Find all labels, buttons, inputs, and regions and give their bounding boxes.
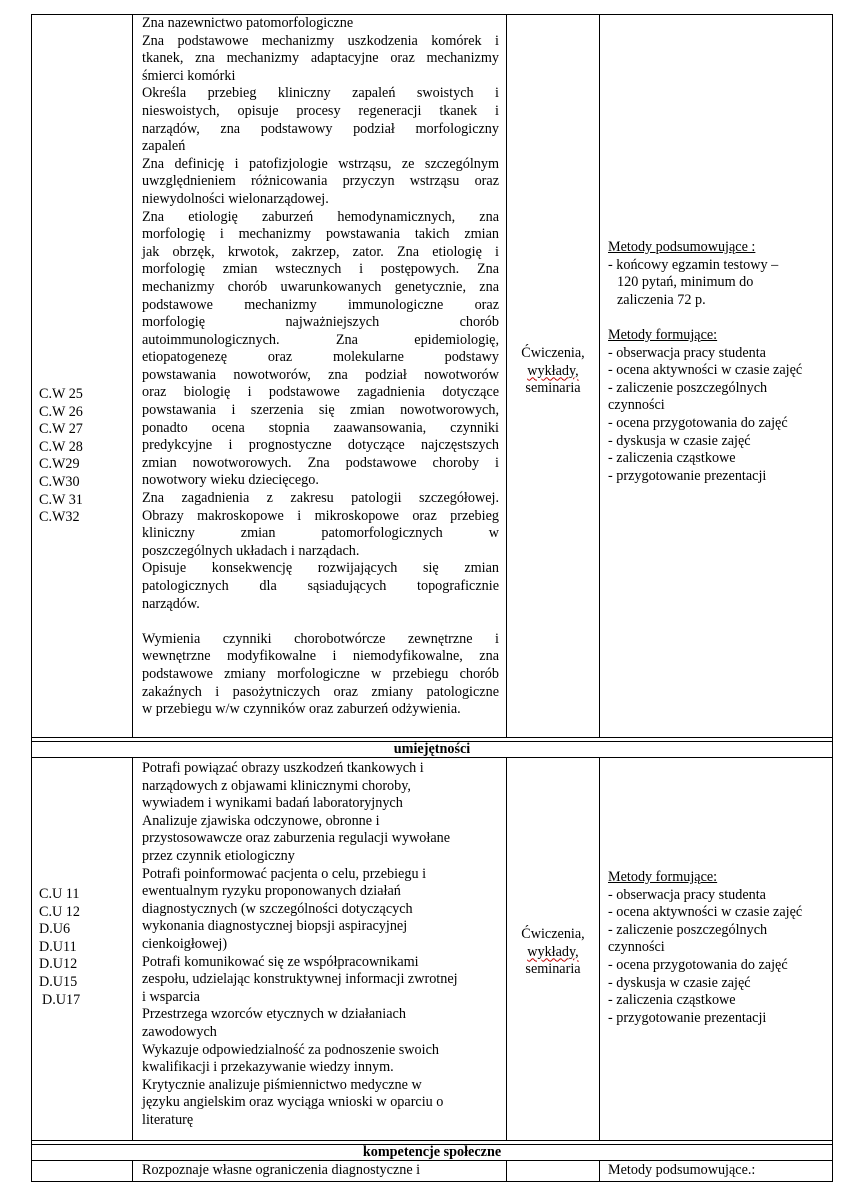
outcome-code: C.W 26 [39,403,83,420]
description-line: etiopatogenezę oraz molekularne podstawy [142,349,499,366]
description-line: uwzględnieniem różnicowania przyczyn wstrząsu oraz [142,173,499,190]
column-divider [599,14,600,737]
table-border-bottom [31,1181,833,1182]
outcome-code: C.W30 [39,473,80,490]
description-line: wewnętrzne modyfikowalne i niemodyfikowalne, zna [142,648,499,665]
forms-cell-skills [509,926,597,979]
summary-methods-heading: Metody podsumowujące.: [608,1162,756,1178]
description-line: mechanizmy chorób uwarunkowanych genetycznie, zna [142,278,499,295]
column-divider [132,757,133,1140]
description-line: literaturę [142,1111,194,1128]
column-divider [506,1160,507,1182]
outcome-code: C.W 27 [39,421,83,438]
column-divider [506,757,507,1140]
formative-method-item: - zaliczenia cząstkowe [608,450,736,467]
description-cell-social [142,1162,504,1180]
formative-method-item: - ocena aktywności w czasie zajęć [608,904,803,921]
methods-cell-knowledge [608,239,830,485]
row-divider [31,737,833,738]
description-line: Krytycznie analizuje piśmiennictwo medyczne w [142,1076,422,1093]
formative-method-item: - zaliczenie poszczególnych [608,379,768,396]
description-line: poszczególnych układach i narządach. [142,542,360,559]
formative-methods-heading: Metody formujące: [608,326,718,343]
description-line: Potrafi komunikować się ze współpracownikami [142,953,419,970]
description-line: w przebiegu w/w czynników oraz zaburzeń odżywienia. [142,701,461,718]
outcome-code: C.W 31 [39,491,83,508]
codes-cell-knowledge [39,386,129,527]
formative-method-item: - ocena aktywności w czasie zajęć [608,362,803,379]
description-line: Zna zagadnienia z zakresu patologii szczegółowej. [142,490,499,507]
description-line: narządów, zna podstawowy podział morfologiczny [142,120,499,137]
forms-cell-knowledge [509,345,597,398]
description-line: kwalifikacji i przekazywanie wiedzy innym. [142,1059,394,1076]
description-line: wykonania diagnostycznej biopsji aspiracyjnej [142,918,408,935]
form-item: seminaria [525,961,581,978]
description-line: nieswoistych, opisuje procesy regeneracji tkanek i [142,102,499,119]
description-line: przystosowawcze oraz zaburzenia regulacji wywołane [142,830,451,847]
description-line: powstawania nowotworów, zna podział nowotworów [142,366,499,383]
description-line: Wykazuje odpowiedzialność za podnoszenie swoich [142,1041,439,1058]
description-line: Przestrzega wzorców etycznych w działaniach [142,1006,406,1023]
description-line: Zna nazewnictwo patomorfologiczne [142,15,354,31]
formative-methods-heading: Metody formujące: [608,869,718,885]
column-divider [132,14,133,737]
form-item: wykłady, [527,943,579,960]
description-line: ewentualnym ryzyku proponowanych działań [142,883,401,900]
formative-method-item: czynności [608,397,665,414]
outcome-code: D.U12 [39,956,78,973]
description-line: narządów. [142,595,200,612]
formative-method-item: - przygotowanie prezentacji [608,467,767,484]
description-line: ponadto ocena stopnia zaawansowania, czynniki [142,419,499,436]
outcome-code: D.U17 [42,991,81,1008]
description-line [142,613,499,631]
description-line: powstawania i szerzenia się zmian nowotworowych, [142,402,499,419]
description-line: predykcyjne i prognostyczne dotyczące najczęstszych [142,437,499,454]
summary-methods-heading: Metody podsumowujące : [608,239,756,255]
section-title-social-competences: kompetencje społeczne [362,1144,502,1160]
formative-method-item: - zaliczenie poszczególnych [608,921,768,938]
description-line: Analizuje zjawiska odczynowe, obronne i [142,812,380,829]
formative-method-item: - obserwacja pracy studenta [608,344,766,361]
description-line: języku angielskim oraz wyciąga wnioski w oparciu o [142,1094,444,1111]
description-line: Opisuje konsekwencję rozwijających się zmian [142,560,499,577]
description-line: autoimmunologicznych. Zna epidemiologię, [142,331,499,348]
column-divider [506,14,507,737]
description-line: jak obrzęk, krwotok, zakrzep, zator. Zna etiologię i [142,243,499,260]
formative-method-item: czynności [608,939,665,956]
description-line: Zna etiologię zaburzeń hemodynamicznych, zna [142,208,499,225]
description-line: Obrazy makroskopowe i mikroskopowe oraz przebieg [142,507,499,524]
description-line: nowotwory wieku dziecięcego. [142,472,319,489]
course-outcomes-table [31,14,833,1182]
form-item: Ćwiczenia, [521,345,585,361]
formative-method-item: - przygotowanie prezentacji [608,1009,767,1026]
description-line: cienkoigłowej) [142,935,228,952]
description-line: podstawowe zmiany morfologiczne w przebiegu chorób [142,665,499,682]
description-line: oraz biologię i podstawowe zagadnienia dotyczące [142,384,499,401]
formative-method-item: - ocena przygotowania do zajęć [608,956,788,973]
methods-cell-skills [608,869,830,1027]
description-line: narządowych z objawami klinicznymi choroby, [142,777,411,794]
row-divider [31,1140,833,1141]
formative-method-item: - dyskusja w czasie zajęć [608,974,751,991]
outcome-code: C.W 28 [39,438,83,455]
description-line: wywiadem i wynikami badań laboratoryjnych [142,795,403,812]
table-border-right [832,14,833,1182]
formative-method-item: - dyskusja w czasie zajęć [608,432,751,449]
table-border-left [31,14,32,1182]
outcome-code: D.U15 [39,973,78,990]
description-line: Zna podstawowe mechanizmy uszkodzenia komórek i [142,32,499,49]
summary-method-item: zaliczenia 72 p. [617,291,706,308]
section-title-skills: umiejętności [393,741,471,757]
summary-method-item: 120 pytań, minimum do [617,274,754,291]
outcome-code: C.W32 [39,509,80,526]
description-line: Potrafi powiązać obrazy uszkodzeń tkankowych i [142,760,424,776]
description-line: śmierci komórki [142,67,236,84]
formative-method-item: - obserwacja pracy studenta [608,886,766,903]
description-line: zespołu, udzielając konstruktywnej informacji zwrotnej [142,971,458,988]
description-line: i wsparcia [142,988,200,1005]
outcome-code: C.U 11 [39,886,80,902]
outcome-code: C.W29 [39,456,80,473]
description-cell-knowledge [142,15,499,719]
description-line: zmian nowotworowych. Zna podstawowe choroby i [142,454,499,471]
form-item: seminaria [525,380,581,397]
description-line: morfologię zmian wstecznych i postępowych. Zna [142,261,499,278]
description-line: morfologię i mechanizmy powstawania takich zmian [142,226,499,243]
description-line: przez czynnik etiologiczny [142,847,295,864]
form-item: wykłady, [527,362,579,379]
description-line: niewydolności wielonarządowej. [142,190,329,207]
description-line: tkanek, zna mechanizmy adaptacyjne oraz mechanizmy [142,50,499,67]
codes-cell-skills [39,886,129,1009]
column-divider [132,1160,133,1182]
description-line: morfologię najważniejszych chorób [142,314,499,331]
column-divider [599,1160,600,1182]
formative-method-item: - ocena przygotowania do zajęć [608,414,788,431]
outcome-code: C.W 25 [39,386,83,402]
methods-cell-social [608,1162,830,1180]
description-line: Wymienia czynniki chorobotwórcze zewnętrzne i [142,630,499,647]
description-line: Zna definicję i patofizjologie wstrząsu, ze szczególnym [142,155,499,172]
description-line: kliniczny zmian patomorfologicznych w [142,525,499,542]
description-line: patologicznych dla sąsiadujących topograficznie [142,578,499,594]
description-line: Określa przebieg kliniczny zapaleń swoistych i [142,85,499,102]
outcome-code: D.U11 [39,938,77,955]
description-line: podstawowe mechanizmy immunologiczne oraz [142,296,499,313]
outcome-code: C.U 12 [39,903,80,920]
form-item: Ćwiczenia, [521,926,585,942]
column-divider [599,757,600,1140]
description-cell-skills [142,760,504,1129]
description-line: Rozpoznaje własne ograniczenia diagnostyczne i [142,1162,421,1178]
description-line: diagnostycznych (w szczególności dotyczących [142,900,413,917]
description-line: zakaźnych i pasożytniczych oraz zmiany patologiczne [142,683,499,700]
formative-method-item: - zaliczenia cząstkowe [608,992,736,1009]
description-line: zapaleń [142,138,186,155]
description-line: Potrafi poinformować pacjenta o celu, przebiegu i [142,865,427,882]
summary-method-item: - końcowy egzamin testowy – [608,256,779,273]
description-line: zawodowych [142,1023,217,1040]
outcome-code: D.U6 [39,921,71,938]
